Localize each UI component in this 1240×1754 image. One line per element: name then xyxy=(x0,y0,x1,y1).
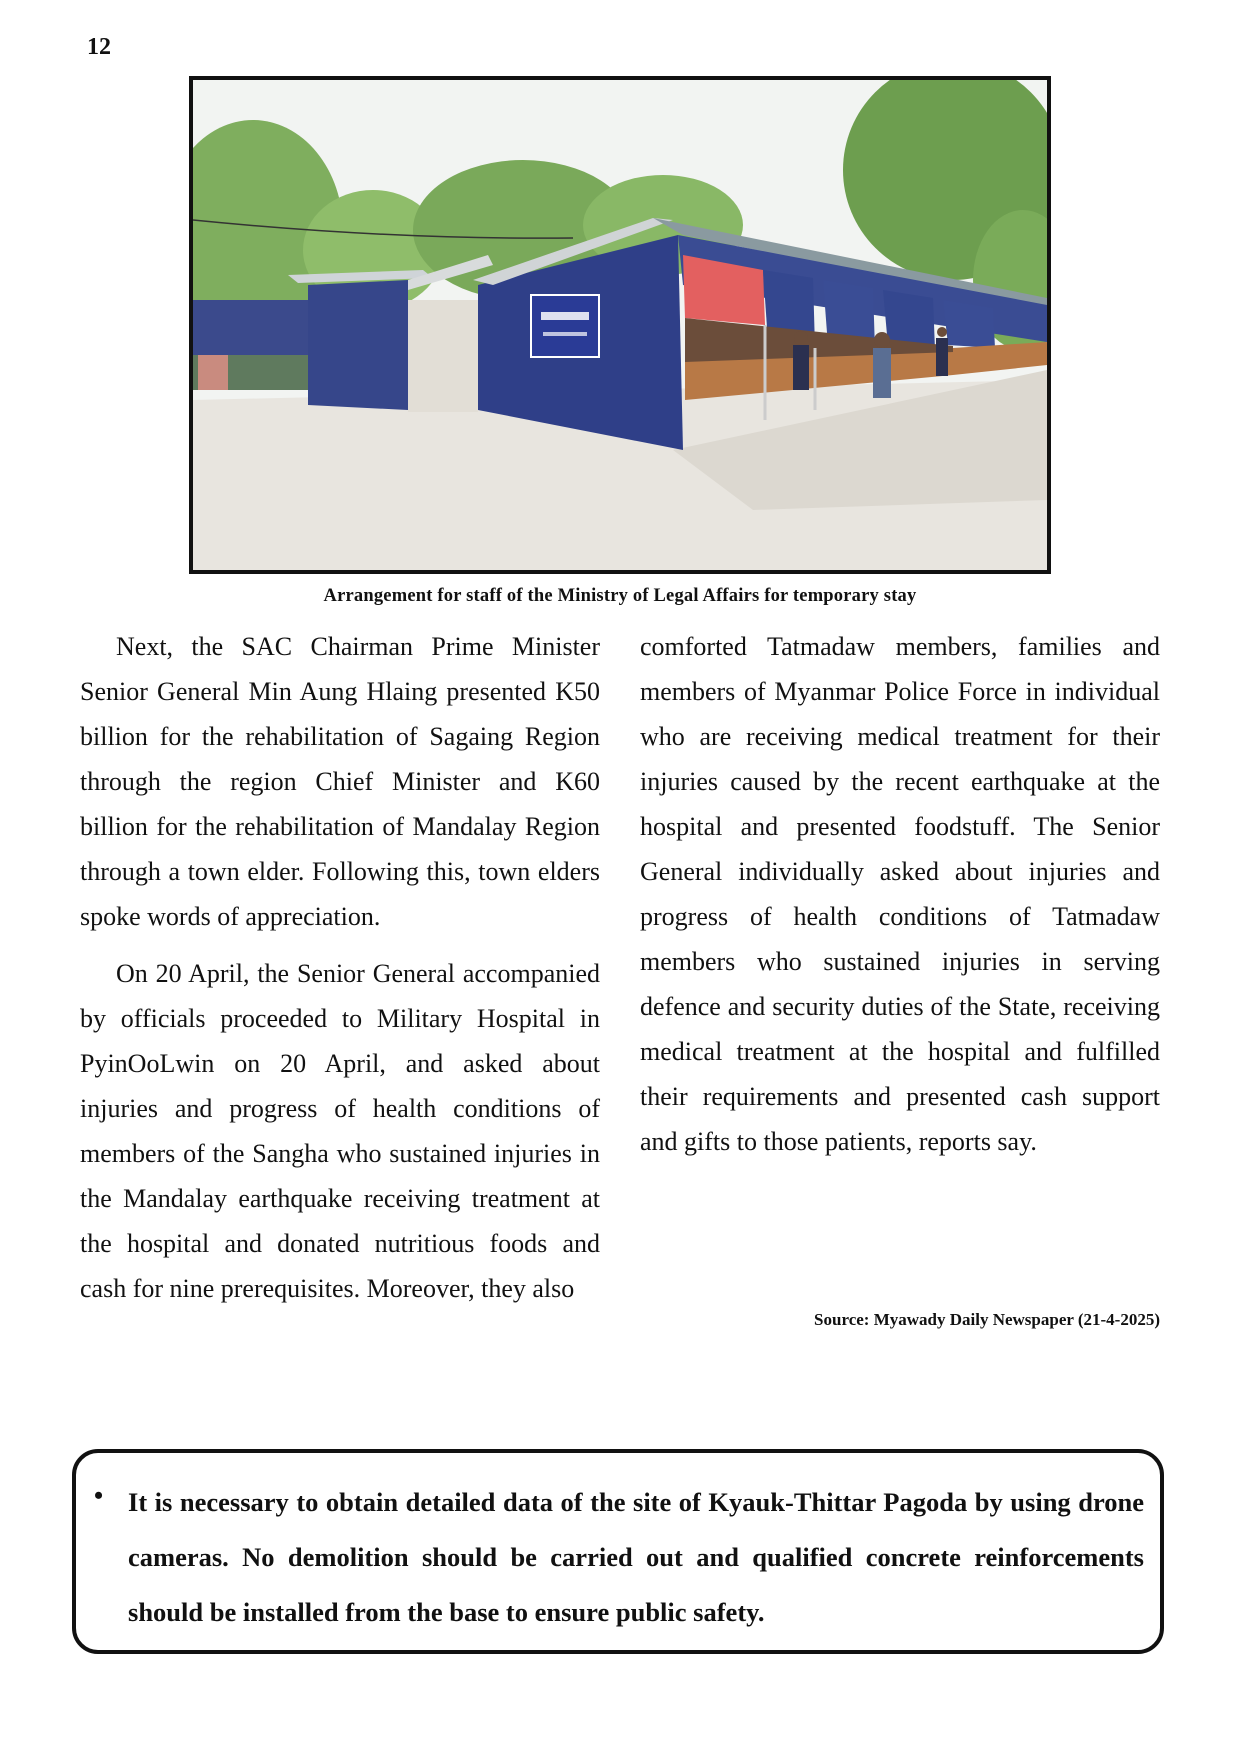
myanmar-script-sign-icon xyxy=(531,295,599,357)
article-paragraph: comforted Tatmadaw members, families and members of Myanmar Police Force in individual who are receiving medical treatment for their injuries caused by the recent earthquake at the hospital and presented foodstuff. The Senior General individually asked about injuries and progress of health conditions of Tatmadaw members who sustained injuries in serving defence and security duties of the State, receiving medical treatment at the hospital and fulfilled their requirements and presented cash support and gifts to those patients, reports say. xyxy=(640,632,1160,1156)
source-credit: Source: Myawady Daily Newspaper (21-4-2025) xyxy=(814,1310,1160,1329)
article-paragraph: On 20 April, the Senior General accompanied by officials proceeded to Military Hospital in PyinOoLwin on 20 April, and asked about injuries and progress of health conditions of members of the Sangha who sustained injuries in the Mandalay earthquake receiving treatment at the hospital and donated nutritious foods and cash for nine prerequisites. Moreover, they also xyxy=(80,959,600,1303)
article-paragraph: Next, the SAC Chairman Prime Minister Senior General Min Aung Hlaing presented K50 billion for the rehabilitation of Sagaing Region through the region Chief Minister and K60 billion for the rehabilitation of Mandalay Region through a town elder. Following this, town elders spoke words of appreciation. xyxy=(80,632,600,931)
photo-of-tents-icon xyxy=(193,80,1047,570)
notice-box xyxy=(72,1449,1164,1654)
page-number: 12 xyxy=(87,34,111,60)
bullet-icon: • xyxy=(94,1481,104,1510)
article-left-column xyxy=(80,624,600,1311)
article-right-column xyxy=(640,624,1160,1164)
article-photo xyxy=(189,76,1051,574)
notice-text: It is necessary to obtain detailed data of the site of Kyauk-Thittar Pagoda by using drone cameras. No demolition should be carried out and qualified concrete reinforcements should be installed from the base to ensure public safety. xyxy=(128,1487,1144,1627)
photo-caption: Arrangement for staff of the Ministry of Legal Affairs for temporary stay xyxy=(323,586,917,606)
